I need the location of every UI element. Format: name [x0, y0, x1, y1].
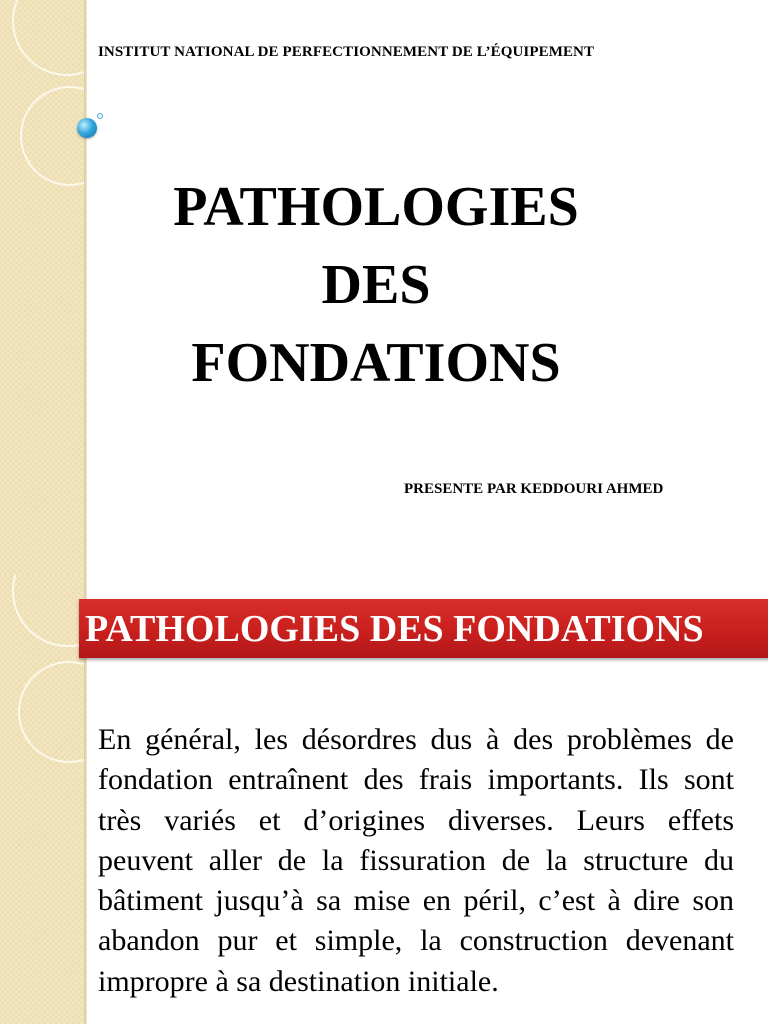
- main-title-line: FONDATIONS: [191, 332, 561, 394]
- small-orb-icon: [97, 113, 103, 119]
- section-title-banner: [79, 599, 768, 658]
- main-title-line: PATHOLOGIES: [173, 176, 579, 238]
- institute-name: INSTITUT NATIONAL DE PERFECTIONNEMENT DE L’ÉQUIPEMENT: [98, 44, 595, 60]
- section-title: PATHOLOGIES DES FONDATIONS: [85, 608, 704, 650]
- decorative-ring: [12, 0, 122, 76]
- main-title-line: DES: [321, 254, 431, 316]
- decorative-side-band: [0, 575, 84, 1024]
- body-paragraph: En général, les désordres dus à des problèmes de fondation entraînent des frais importants. Ils sont très variés et d’origines diverses. Leurs effets peuvent aller de la fissuration de la structure du bâtiment jusqu’à sa mise en péril, c’est à dire son abandon pur et simple, la construction devenant impropre à sa destination initiale.: [98, 723, 734, 998]
- presenter-credit: PRESENTE PAR KEDDOURI AHMED: [404, 481, 664, 497]
- content-slide: [0, 575, 768, 1024]
- side-band-edge: [84, 0, 87, 575]
- blue-orb-bullet-icon: [77, 118, 97, 138]
- main-title: [96, 168, 656, 402]
- decorative-side-band: [0, 0, 84, 575]
